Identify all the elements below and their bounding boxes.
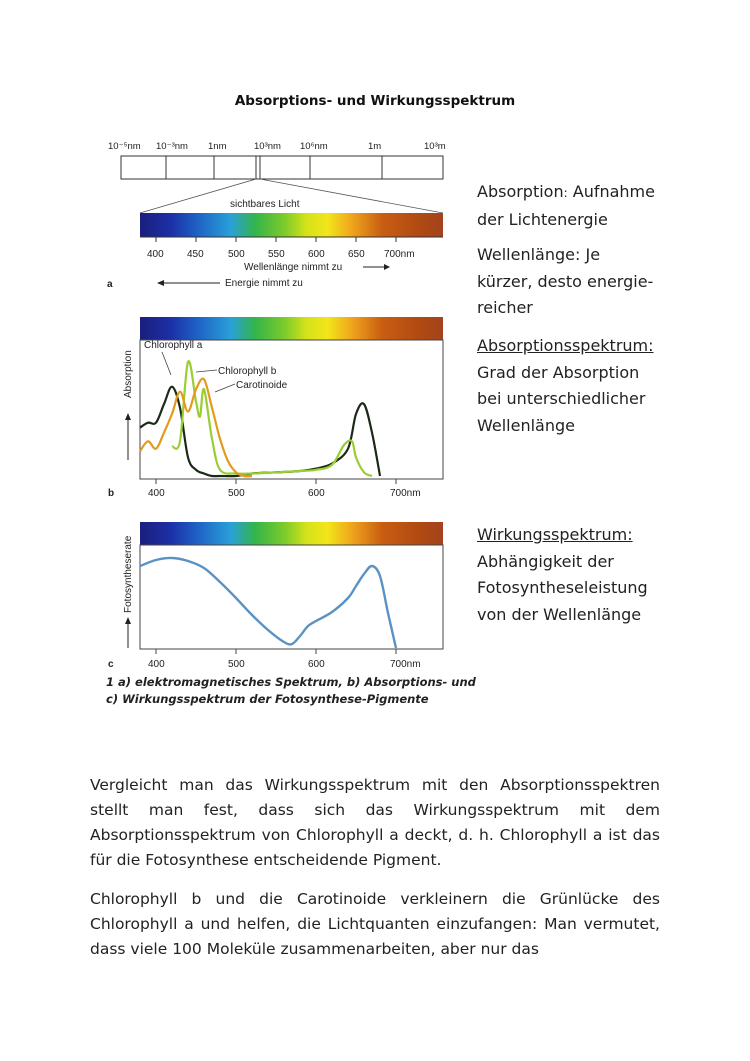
wl-tick: 700nm xyxy=(384,249,415,260)
series-line-action-spectrum xyxy=(140,558,396,648)
series-label-chlorophyll-b: Chlorophyll b xyxy=(218,366,277,377)
em-band-dividers xyxy=(166,156,382,179)
wl-tick: 400 xyxy=(147,249,164,260)
visible-light-label: sichtbares Licht xyxy=(230,199,300,210)
action-curves xyxy=(140,558,396,648)
note-line: reicher xyxy=(477,298,533,317)
x-tick-label: 700nm xyxy=(390,659,421,670)
up-arrow-icon xyxy=(125,617,131,648)
em-tick: 10³m xyxy=(424,141,446,152)
left-arrow-icon xyxy=(157,280,220,286)
note-line: Fotosyntheseleistung xyxy=(477,578,648,597)
x-tick-label: 700nm xyxy=(390,488,421,499)
x-tick-label: 500 xyxy=(228,488,245,499)
body-paragraph-1 xyxy=(90,773,660,873)
em-spectrum-panel xyxy=(107,141,446,290)
action-color-bar xyxy=(140,522,443,545)
absorption-x-ticks xyxy=(156,479,396,484)
wl-tick: 650 xyxy=(348,249,365,260)
note-absorption xyxy=(477,179,737,233)
absorption-panel xyxy=(108,317,443,499)
x-tick-label: 400 xyxy=(148,659,165,670)
caption-line: c) Wirkungsspektrum der Fotosynthese-Pigmente xyxy=(106,692,429,706)
x-tick-label: 600 xyxy=(308,659,325,670)
panel-letter-b: b xyxy=(108,488,115,499)
energy-increase-label: Energie nimmt zu xyxy=(225,278,303,289)
note-line: kürzer, desto energie- xyxy=(477,271,654,291)
note-line: Wellenlänge: Je xyxy=(477,245,601,264)
figure-caption xyxy=(106,674,486,708)
note-heading: Absorptionsspektrum: xyxy=(477,336,654,355)
leader-line-carotinoide xyxy=(215,384,235,392)
action-x-ticks xyxy=(156,649,396,654)
note-line: Wellenlänge xyxy=(477,415,575,435)
series-label-carotinoide: Carotinoide xyxy=(236,380,288,391)
absorption-y-label: Absorption xyxy=(123,350,134,398)
em-tick: 10⁶nm xyxy=(300,141,328,152)
note-line: der Lichtenergie xyxy=(477,209,608,229)
term-separator: : xyxy=(563,186,568,200)
note-line: bei unterschiedlicher xyxy=(477,389,646,408)
em-tick: 10⁻³nm xyxy=(156,141,188,152)
note-wavelength xyxy=(477,242,737,322)
x-tick-label: 400 xyxy=(148,488,165,499)
panel-letter-c: c xyxy=(108,659,114,670)
note-line: Aufnahme xyxy=(567,182,655,201)
note-line: Abhängigkeit der xyxy=(477,551,614,571)
x-tick-label: 500 xyxy=(228,659,245,670)
wl-tick: 550 xyxy=(268,249,285,260)
panel-letter-a: a xyxy=(107,279,113,290)
absorption-color-bar xyxy=(140,317,443,340)
x-tick-label: 600 xyxy=(308,488,325,499)
wl-tick: 500 xyxy=(228,249,245,260)
paragraph-text: Vergleicht man das Wirkungsspektrum mit den Absorptionsspektren stellt man fest, dass sich das Wirkungsspektrum mit dem Absorptionsspektrum von Chlorophyll a deckt, d. h. Chlorophyll a ist das für die Fotosynthese entscheidende Pigment. xyxy=(90,776,660,869)
body-paragraph-2 xyxy=(90,887,660,962)
series-line-carotinoide xyxy=(140,379,252,477)
note-absorption-spectrum xyxy=(477,333,737,439)
action-spectrum-panel xyxy=(108,522,443,670)
em-tick: 10³nm xyxy=(254,141,281,152)
visible-spectrum-bar xyxy=(140,213,443,237)
note-line: von der Wellenlänge xyxy=(477,604,642,624)
paragraph-text: Chlorophyll b und die Carotinoide verkleinern die Grünlücke des Chlorophyll a und helfen, die Lichtquanten einzufangen: Man vermutet, dass viele 100 Moleküle zusammenarbeiten, aber nur das xyxy=(90,890,660,958)
caption-line: 1 a) elektromagnetisches Spektrum, b) Absorptions- und xyxy=(106,675,476,689)
note-line: Grad der Absorption xyxy=(477,362,640,382)
em-tick: 10⁻⁵nm xyxy=(108,141,141,152)
em-tick: 1nm xyxy=(208,141,227,152)
em-band-box xyxy=(121,156,443,179)
note-heading: Wirkungsspektrum: xyxy=(477,525,633,544)
wl-tick: 450 xyxy=(187,249,204,260)
term-absorption: Absorption xyxy=(477,182,564,201)
em-tick: 1m xyxy=(368,141,382,152)
series-label-chlorophyll-a: Chlorophyll a xyxy=(144,340,203,351)
leader-line-chlorophyll-a xyxy=(162,352,171,375)
note-action-spectrum xyxy=(477,522,737,628)
wl-tick: 600 xyxy=(308,249,325,260)
wavelength-ticks xyxy=(156,237,396,242)
right-arrow-icon xyxy=(363,264,390,270)
leader-line-chlorophyll-b xyxy=(196,370,217,372)
page-title: Absorptions- und Wirkungsspektrum xyxy=(234,93,516,109)
action-y-label: Fotosyntheserate xyxy=(123,535,134,613)
absorption-curves xyxy=(140,361,380,476)
up-arrow-icon xyxy=(125,413,131,460)
wavelength-increase-label: Wellenlänge nimmt zu xyxy=(244,262,343,273)
